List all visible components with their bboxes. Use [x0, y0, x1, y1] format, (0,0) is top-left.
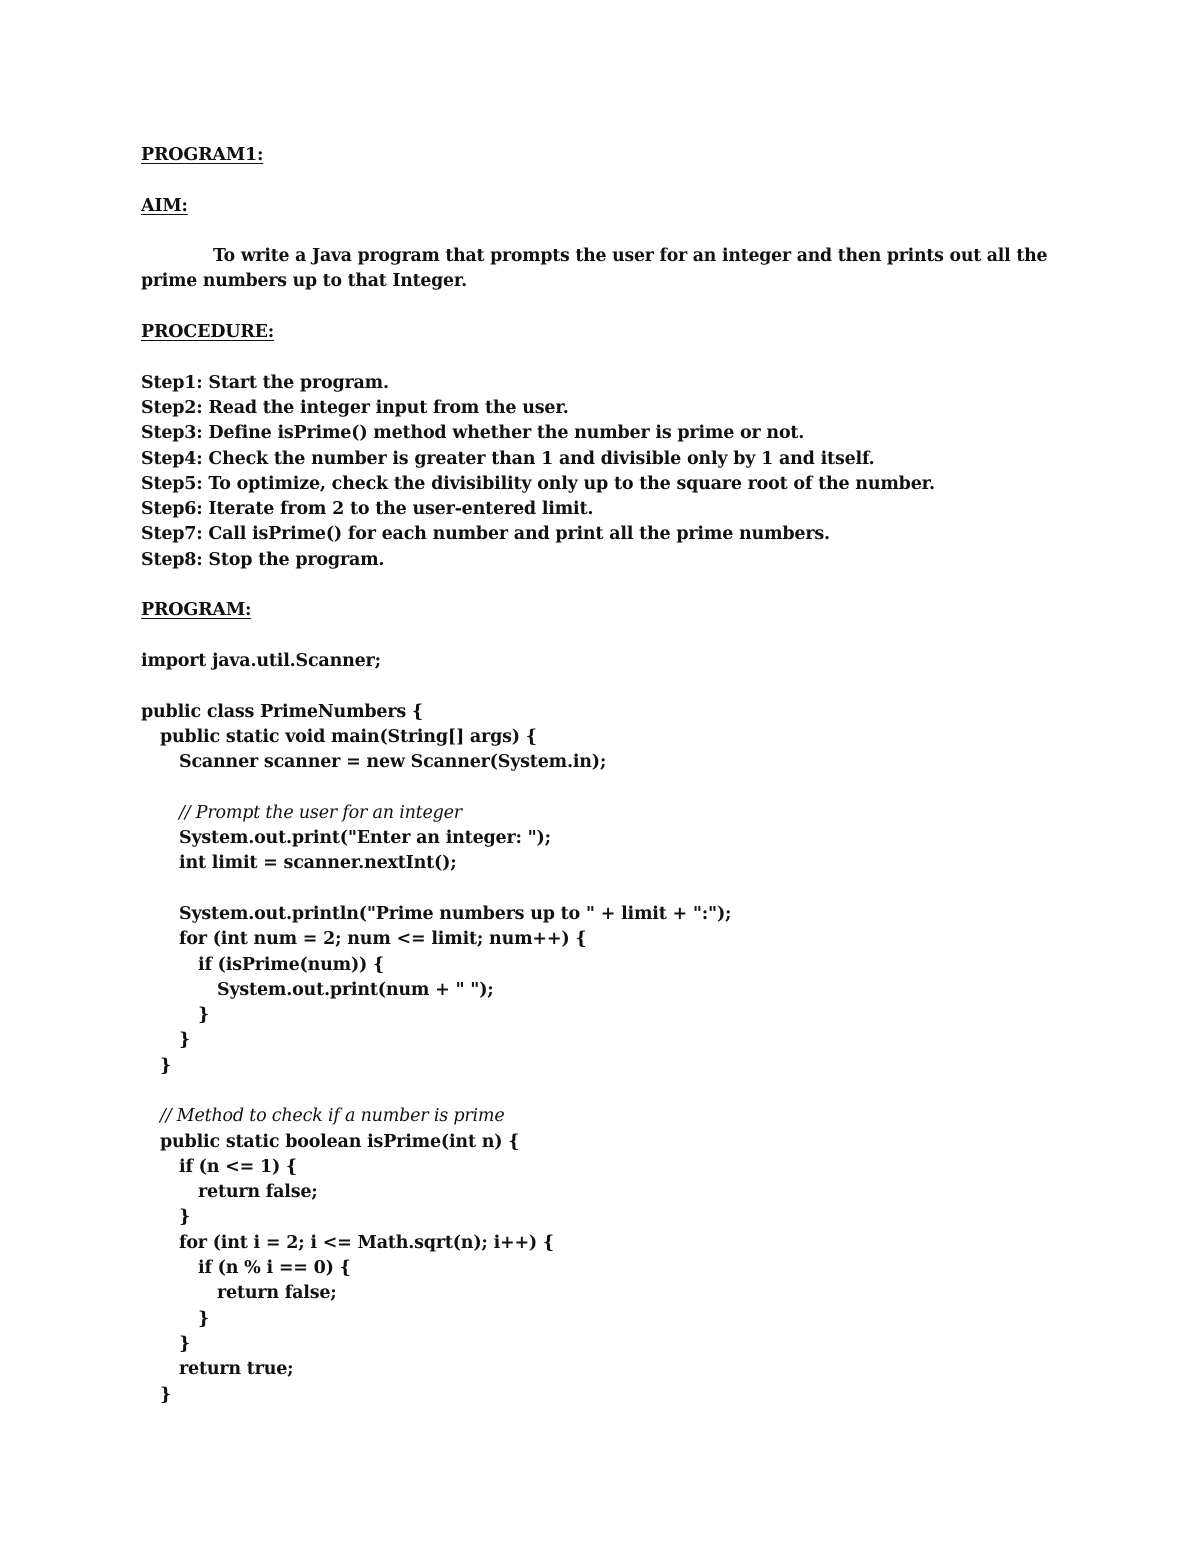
code-line: public class PrimeNumbers {: [141, 701, 423, 722]
code-line: import java.util.Scanner;: [141, 650, 381, 671]
code-line: }: [179, 1030, 191, 1051]
procedure-step: Step3: Define isPrime() method whether the number is prime or not.: [141, 423, 805, 444]
spacer: [141, 624, 1081, 649]
procedure-step: Step4: Check the number is greater than 1 and divisible only by 1 and itself.: [141, 448, 875, 469]
spacer: [141, 345, 1081, 370]
code-line: if (isPrime(num)) {: [198, 954, 385, 975]
spacer: [141, 168, 1081, 193]
procedure-step: Step1: Start the program.: [141, 372, 389, 393]
procedure-step: Step5: To optimize, check the divisibility only up to the square root of the number.: [141, 473, 935, 494]
procedure-step: Step7: Call isPrime() for each number and print all the prime numbers.: [141, 524, 830, 545]
code-line: }: [179, 1207, 191, 1228]
code-line: public static boolean isPrime(int n) {: [160, 1131, 520, 1152]
code-line: }: [198, 1308, 210, 1329]
code-line: if (n % i == 0) {: [198, 1258, 351, 1279]
spacer: [141, 573, 1081, 598]
program-heading: PROGRAM:: [141, 600, 252, 621]
code-line: System.out.print(num + " ");: [217, 979, 494, 1000]
document-content: [141, 143, 1081, 1408]
code-comment: // Method to check if a number is prime: [160, 1106, 505, 1127]
program-title: PROGRAM1:: [141, 145, 264, 165]
code-line: System.out.print("Enter an integer: ");: [179, 828, 551, 849]
code-line: }: [179, 1333, 191, 1354]
procedure-heading: PROCEDURE:: [141, 322, 274, 343]
code-line: }: [160, 1384, 172, 1405]
code-line: [141, 674, 1081, 699]
procedure-step: Step2: Read the integer input from the user.: [141, 397, 569, 418]
aim-heading: AIM:: [141, 195, 188, 216]
code-comment: // Prompt the user for an integer: [179, 802, 462, 823]
code-line: }: [160, 1055, 172, 1076]
aim-text: To write a Java program that prompts the user for an integer and then prints out all the prime numbers up to that Integer.: [141, 246, 1048, 292]
code-line: [141, 1079, 1081, 1104]
code-line: return false;: [217, 1283, 337, 1304]
spacer: [141, 219, 1081, 244]
code-line: for (int num = 2; num <= limit; num++) {: [179, 929, 587, 950]
code-line: public static void main(String[] args) {: [160, 726, 537, 747]
code-line: [141, 877, 1081, 902]
code-line: int limit = scanner.nextInt();: [179, 853, 457, 874]
procedure-step: Step8: Stop the program.: [141, 549, 385, 570]
code-line: return true;: [179, 1359, 294, 1380]
code-line: for (int i = 2; i <= Math.sqrt(n); i++) {: [179, 1232, 554, 1253]
code-line: }: [198, 1005, 210, 1026]
procedure-step: Step6: Iterate from 2 to the user-entered limit.: [141, 499, 594, 520]
code-line: return false;: [198, 1182, 318, 1203]
code-line: System.out.println("Prime numbers up to " + limit + ":");: [179, 903, 732, 924]
code-line: Scanner scanner = new Scanner(System.in);: [179, 752, 607, 773]
code-line: [141, 775, 1081, 800]
code-line: if (n <= 1) {: [179, 1156, 297, 1177]
spacer: [141, 295, 1081, 320]
